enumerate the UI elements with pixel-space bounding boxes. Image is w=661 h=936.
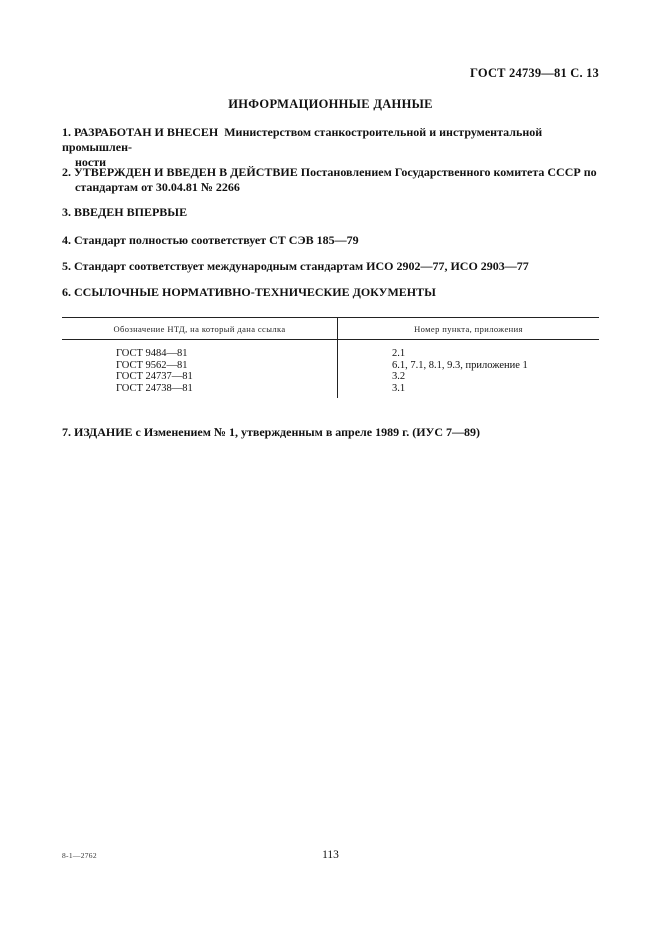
- table-cell-doc: ГОСТ 24737—81: [62, 371, 338, 383]
- table-cell-doc: ГОСТ 9562—81: [62, 360, 338, 372]
- item-1-text: Министерством станкостроительной и инструментальной промышлен-: [62, 125, 543, 154]
- info-item-6: [62, 285, 602, 300]
- item-7-lead: 7. ИЗДАНИЕ: [62, 425, 133, 439]
- info-item-5: [62, 259, 602, 274]
- table-cell-clause: 3.2: [392, 371, 406, 382]
- item-2-lead: 2. УТВЕРЖДЕН И ВВЕДЕН В ДЕЙСТВИЕ: [62, 165, 298, 179]
- item-4-text: 4. Стандарт полностью соответствует СТ СЭВ 185—79: [62, 233, 359, 247]
- item-2-text: Постановлением Государственного комитета СССР по: [300, 165, 597, 179]
- page-header-code: ГОСТ 24739—81 С. 13: [470, 66, 599, 80]
- table-header-clause: Номер пункта, приложения: [338, 318, 600, 340]
- item-1-lead: 1. РАЗРАБОТАН И ВНЕСЕН: [62, 125, 219, 139]
- table-cell-clause: 2.1: [392, 348, 406, 359]
- info-item-2: [62, 165, 602, 195]
- info-item-3: [62, 205, 602, 220]
- table-row: [62, 371, 599, 383]
- item-2-continuation: стандартам от 30.04.81 № 2266: [75, 180, 240, 194]
- table-row: [62, 383, 599, 399]
- item-6-lead: 6. ССЫЛОЧНЫЕ НОРМАТИВНО-ТЕХНИЧЕСКИЕ ДОКУМЕНТЫ: [62, 285, 436, 299]
- table-row: [62, 360, 599, 372]
- document-title: ИНФОРМАЦИОННЫЕ ДАННЫЕ: [228, 97, 433, 111]
- reference-documents-table: [62, 317, 599, 398]
- table-cell-clause: 3.1: [392, 382, 406, 394]
- table-cell-doc: ГОСТ 9484—81: [62, 340, 338, 360]
- info-item-4: [62, 233, 602, 248]
- info-item-1: [62, 125, 602, 170]
- table-cell-doc: ГОСТ 24738—81: [62, 383, 338, 399]
- item-3-lead: 3. ВВЕДЕН ВПЕРВЫЕ: [62, 205, 188, 219]
- page-number: 113: [322, 849, 339, 861]
- table-header-doc: Обозначение НТД, на который дана ссылка: [62, 318, 338, 340]
- table-row: [62, 340, 599, 360]
- item-1-continuation: ности: [75, 155, 107, 169]
- item-5-text: 5. Стандарт соответствует международным стандартам ИСО 2902—77, ИСО 2903—77: [62, 259, 529, 273]
- item-7-text: с Изменением № 1, утвержденным в апреле 1989 г. (ИУС 7—89): [135, 425, 481, 439]
- table-cell-clause: 6.1, 7.1, 8.1, 9.3, приложение 1: [392, 359, 528, 371]
- info-item-7: [62, 425, 602, 440]
- print-order-code: 8-1—2762: [62, 851, 97, 860]
